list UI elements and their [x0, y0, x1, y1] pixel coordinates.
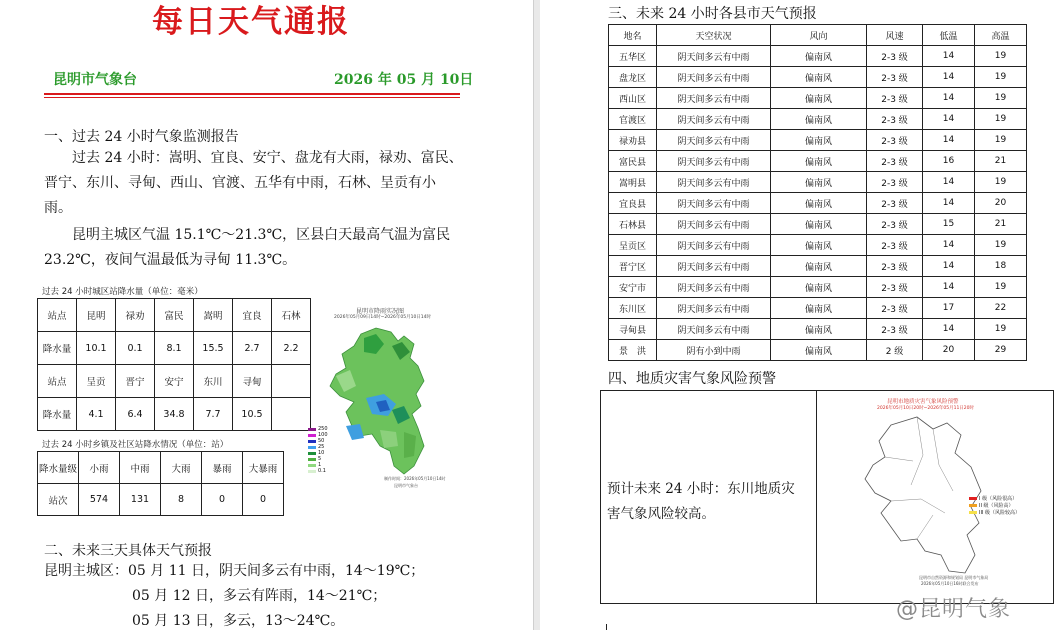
- cell: 2 级: [867, 340, 923, 361]
- cell: 中雨: [120, 452, 161, 484]
- cell: 131: [120, 484, 161, 516]
- table-row: [38, 452, 284, 484]
- cell: 19: [975, 46, 1027, 67]
- legend-item: II 级（风险高）: [969, 502, 1020, 509]
- geo-map-title: 昆明市地质灾害气象风险预警: [887, 399, 959, 405]
- section2-body: [44, 559, 484, 634]
- cell: 东川区: [609, 298, 657, 319]
- cell: 偏南风: [771, 235, 867, 256]
- cell: 7.7: [194, 398, 233, 431]
- cell: 景 洪: [609, 340, 657, 361]
- cell: 宜良: [233, 299, 272, 332]
- header-rule-thin: [44, 97, 460, 98]
- cell: 阴天间多云有中雨: [657, 109, 771, 130]
- cell: 19: [975, 88, 1027, 109]
- geo-warning-box: [600, 390, 1054, 604]
- cell: 阴天间多云有中雨: [657, 235, 771, 256]
- cell: 阴天间多云有中雨: [657, 277, 771, 298]
- cell: 偏南风: [771, 172, 867, 193]
- section3-heading: 三、未来 24 小时各县市天气预报: [608, 6, 817, 22]
- cell: 阴天间多云有中雨: [657, 46, 771, 67]
- cell: 0: [243, 484, 284, 516]
- cell: 小雨: [79, 452, 120, 484]
- station-table-caption: 过去 24 小时乡镇及社区站降水情况（单位：站）: [42, 440, 229, 450]
- cell: 2-3 级: [867, 298, 923, 319]
- cell: 石林: [272, 299, 311, 332]
- cell: 574: [79, 484, 120, 516]
- table-row: [38, 332, 311, 365]
- cell: 0.1: [116, 332, 155, 365]
- table-row: [609, 67, 1027, 88]
- cell: 阴天间多云有中雨: [657, 319, 771, 340]
- table-row: [609, 277, 1027, 298]
- cell: 阴天间多云有中雨: [657, 172, 771, 193]
- cell: 2-3 级: [867, 193, 923, 214]
- cell: 东川: [194, 365, 233, 398]
- cell: 偏南风: [771, 130, 867, 151]
- report-title: 每日天气通报: [152, 4, 350, 40]
- rain-map-legend: [308, 426, 328, 474]
- column-header: 低温: [923, 25, 975, 46]
- cell: 20: [923, 340, 975, 361]
- forecast-line-2: 05 月 12 日，多云有阵雨，14～21℃；: [132, 588, 387, 604]
- header-rule-thick: [44, 93, 460, 95]
- table-row: [38, 484, 284, 516]
- page-edge-mark: [606, 624, 607, 630]
- cell: 阴天间多云有中雨: [657, 151, 771, 172]
- cell: 15: [923, 214, 975, 235]
- cell: 嵩明县: [609, 172, 657, 193]
- forecast-line-1: 昆明主城区：05 月 11 日，阴天间多云有中雨，14～19℃；: [44, 563, 425, 579]
- cell: 2-3 级: [867, 256, 923, 277]
- rain-map-title: 昆明市降雨实况图: [356, 308, 405, 315]
- column-header: 地名: [609, 25, 657, 46]
- county-rows: [609, 46, 1027, 361]
- cell: 2-3 级: [867, 277, 923, 298]
- cell: 19: [975, 130, 1027, 151]
- geo-warning-text: [607, 477, 812, 527]
- legend-item: 50: [308, 438, 328, 444]
- cell: 19: [975, 172, 1027, 193]
- legend-item: 5: [308, 456, 328, 462]
- cell: 禄劝县: [609, 130, 657, 151]
- cell: 17: [923, 298, 975, 319]
- cell: 15.5: [194, 332, 233, 365]
- cell: 2-3 级: [867, 88, 923, 109]
- cell: 10.1: [77, 332, 116, 365]
- geo-text-line-2: 害气象风险较高。: [607, 506, 715, 522]
- cell: 宜良县: [609, 193, 657, 214]
- cell: 21: [975, 214, 1027, 235]
- report-date: 2026 年 05 月 10日: [334, 72, 474, 88]
- geo-box-divider: [816, 391, 817, 603]
- cell: 站次: [38, 484, 79, 516]
- cell: 2-3 级: [867, 151, 923, 172]
- cell: 阴天间多云有中雨: [657, 298, 771, 319]
- obs-line-3: 雨。: [44, 200, 72, 216]
- cell: 14: [923, 172, 975, 193]
- table-row: [609, 340, 1027, 361]
- cell: 寻甸: [233, 365, 272, 398]
- cell: 阴天间多云有中雨: [657, 88, 771, 109]
- cell: 14: [923, 67, 975, 88]
- cell: 大雨: [161, 452, 202, 484]
- cell: 晋宁: [116, 365, 155, 398]
- cell: 阴有小到中雨: [657, 340, 771, 361]
- cell: 西山区: [609, 88, 657, 109]
- cell: 8.1: [155, 332, 194, 365]
- cell: 19: [975, 235, 1027, 256]
- section1-heading: 一、过去 24 小时气象监测报告: [44, 129, 239, 145]
- cell: 偏南风: [771, 340, 867, 361]
- cell: 16: [923, 151, 975, 172]
- cell: 阴天间多云有中雨: [657, 214, 771, 235]
- table-row: [38, 299, 311, 332]
- cell: 降水量: [38, 332, 77, 365]
- cell: 29: [975, 340, 1027, 361]
- cell: 14: [923, 235, 975, 256]
- table-header-row: [609, 25, 1027, 46]
- cell: 五华区: [609, 46, 657, 67]
- cell: 阴天间多云有中雨: [657, 256, 771, 277]
- table-row: [38, 398, 311, 431]
- table-row: [609, 235, 1027, 256]
- rain-map-footer-2: 昆明市气象台: [394, 483, 418, 488]
- cell: 2-3 级: [867, 109, 923, 130]
- cell: 昆明: [77, 299, 116, 332]
- cell: 34.8: [155, 398, 194, 431]
- section1-body: [44, 146, 484, 273]
- obs-line-2: 晋宁、东川、寻甸、西山、官渡、五华有中雨，石林、呈贡有小: [44, 175, 436, 191]
- right-page: [540, 0, 1064, 630]
- cell: 2-3 级: [867, 214, 923, 235]
- rain-map-footer-1: 制作时间：2026年05月10日14时: [384, 476, 446, 481]
- cell: 官渡区: [609, 109, 657, 130]
- legend-item: 10: [308, 450, 328, 456]
- cell: [272, 398, 311, 431]
- geo-map-footer-2: 2026年05月10日16时联合发布: [921, 581, 979, 586]
- cell: 14: [923, 193, 975, 214]
- cell: 晋宁区: [609, 256, 657, 277]
- obs-line-1: 过去 24 小时：嵩明、宜良、安宁、盘龙有大雨，禄劝、富民、: [72, 150, 463, 166]
- geo-text-line-1: 预计未来 24 小时：东川地质灾: [607, 481, 795, 497]
- cell: 暴雨: [202, 452, 243, 484]
- cell: [272, 365, 311, 398]
- cell: 阴天间多云有中雨: [657, 67, 771, 88]
- cell: 偏南风: [771, 193, 867, 214]
- geo-map-legend: [969, 495, 1020, 516]
- cell: 站点: [38, 299, 77, 332]
- county-forecast-table: [608, 24, 1027, 361]
- legend-item: 1: [308, 462, 328, 468]
- legend-item: 0.1: [308, 468, 328, 474]
- cell: 偏南风: [771, 214, 867, 235]
- cell: 偏南风: [771, 109, 867, 130]
- cell: 偏南风: [771, 46, 867, 67]
- table-row: [609, 298, 1027, 319]
- cell: 2-3 级: [867, 67, 923, 88]
- cell: 偏南风: [771, 277, 867, 298]
- table-row: [609, 130, 1027, 151]
- cell: 10.5: [233, 398, 272, 431]
- column-header: 风速: [867, 25, 923, 46]
- left-page: [0, 0, 535, 630]
- cell: 19: [975, 277, 1027, 298]
- cell: 14: [923, 319, 975, 340]
- cell: 降水量: [38, 398, 77, 431]
- agency-name: 昆明市气象台: [53, 72, 137, 88]
- table-row: [609, 172, 1027, 193]
- section4-heading: 四、地质灾害气象风险预警: [608, 371, 776, 387]
- cell: 大暴雨: [243, 452, 284, 484]
- cell: 阴天间多云有中雨: [657, 130, 771, 151]
- cell: 安宁: [155, 365, 194, 398]
- cell: 嵩明: [194, 299, 233, 332]
- cell: 寻甸县: [609, 319, 657, 340]
- table-row: [609, 193, 1027, 214]
- cell: 21: [975, 151, 1027, 172]
- cell: 偏南风: [771, 88, 867, 109]
- cell: 2.2: [272, 332, 311, 365]
- legend-item: III 级（风险较高）: [969, 509, 1020, 516]
- cell: 偏南风: [771, 151, 867, 172]
- cell: 站点: [38, 365, 77, 398]
- rain-map-subtitle: 2026年05月09日14时~2026年05月10日14时: [334, 315, 432, 320]
- cell: 0: [202, 484, 243, 516]
- legend-item: I 级（风险很高）: [969, 495, 1020, 502]
- cell: 18: [975, 256, 1027, 277]
- cell: 14: [923, 46, 975, 67]
- geo-risk-map: [821, 395, 1049, 599]
- cell: 8: [161, 484, 202, 516]
- cell: 呈贡区: [609, 235, 657, 256]
- station-table: [37, 451, 284, 516]
- cell: 2-3 级: [867, 172, 923, 193]
- cell: 阴天间多云有中雨: [657, 193, 771, 214]
- cell: 呈贡: [77, 365, 116, 398]
- table-row: [609, 88, 1027, 109]
- column-header: 高温: [975, 25, 1027, 46]
- cell: 富民: [155, 299, 194, 332]
- cell: 安宁市: [609, 277, 657, 298]
- cell: 偏南风: [771, 67, 867, 88]
- cell: 14: [923, 130, 975, 151]
- cell: 6.4: [116, 398, 155, 431]
- cell: 降水量级: [38, 452, 79, 484]
- column-header: 天空状况: [657, 25, 771, 46]
- cell: 偏南风: [771, 256, 867, 277]
- forecast-line-3: 05 月 13 日，多云，13～24℃。: [132, 613, 345, 629]
- watermark: @昆明气象: [896, 597, 1012, 622]
- legend-item: 250: [308, 426, 328, 432]
- legend-item: 25: [308, 444, 328, 450]
- geo-map-subtitle: 2026年05月10日20时~2026年05月11日20时: [877, 406, 975, 411]
- section2-heading: 二、未来三天具体天气预报: [44, 543, 212, 559]
- rain-map: [306, 306, 448, 492]
- cell: 偏南风: [771, 298, 867, 319]
- cell: 4.1: [77, 398, 116, 431]
- table-row: [609, 46, 1027, 67]
- cell: 富民县: [609, 151, 657, 172]
- table-row: [609, 319, 1027, 340]
- legend-item: 100: [308, 432, 328, 438]
- cell: 19: [975, 319, 1027, 340]
- cell: 石林县: [609, 214, 657, 235]
- cell: 14: [923, 88, 975, 109]
- cell: 偏南风: [771, 319, 867, 340]
- rain-table-caption: 过去 24 小时城区站降水量（单位：毫米）: [42, 287, 203, 297]
- cell: 19: [975, 67, 1027, 88]
- cell: 14: [923, 277, 975, 298]
- temp-line-1: 昆明主城区气温 15.1℃～21.3℃，区县白天最高气温为富民: [72, 227, 451, 243]
- table-row: [609, 109, 1027, 130]
- geo-map-footer-1: 昆明市自然资源和规划局 昆明市气象局: [919, 575, 989, 580]
- cell: 2-3 级: [867, 130, 923, 151]
- cell: 14: [923, 109, 975, 130]
- table-row: [609, 214, 1027, 235]
- cell: 22: [975, 298, 1027, 319]
- cell: 20: [975, 193, 1027, 214]
- cell: 2-3 级: [867, 235, 923, 256]
- cell: 2-3 级: [867, 319, 923, 340]
- table-row: [38, 365, 311, 398]
- cell: 盘龙区: [609, 67, 657, 88]
- cell: 14: [923, 256, 975, 277]
- table-row: [609, 256, 1027, 277]
- cell: 2.7: [233, 332, 272, 365]
- table-row: [609, 151, 1027, 172]
- cell: 2-3 级: [867, 46, 923, 67]
- cell: 禄劝: [116, 299, 155, 332]
- temp-line-2: 23.2℃，夜间气温最低为寻甸 11.3℃。: [44, 252, 297, 268]
- rain-table: [37, 298, 311, 431]
- cell: 19: [975, 109, 1027, 130]
- column-header: 风向: [771, 25, 867, 46]
